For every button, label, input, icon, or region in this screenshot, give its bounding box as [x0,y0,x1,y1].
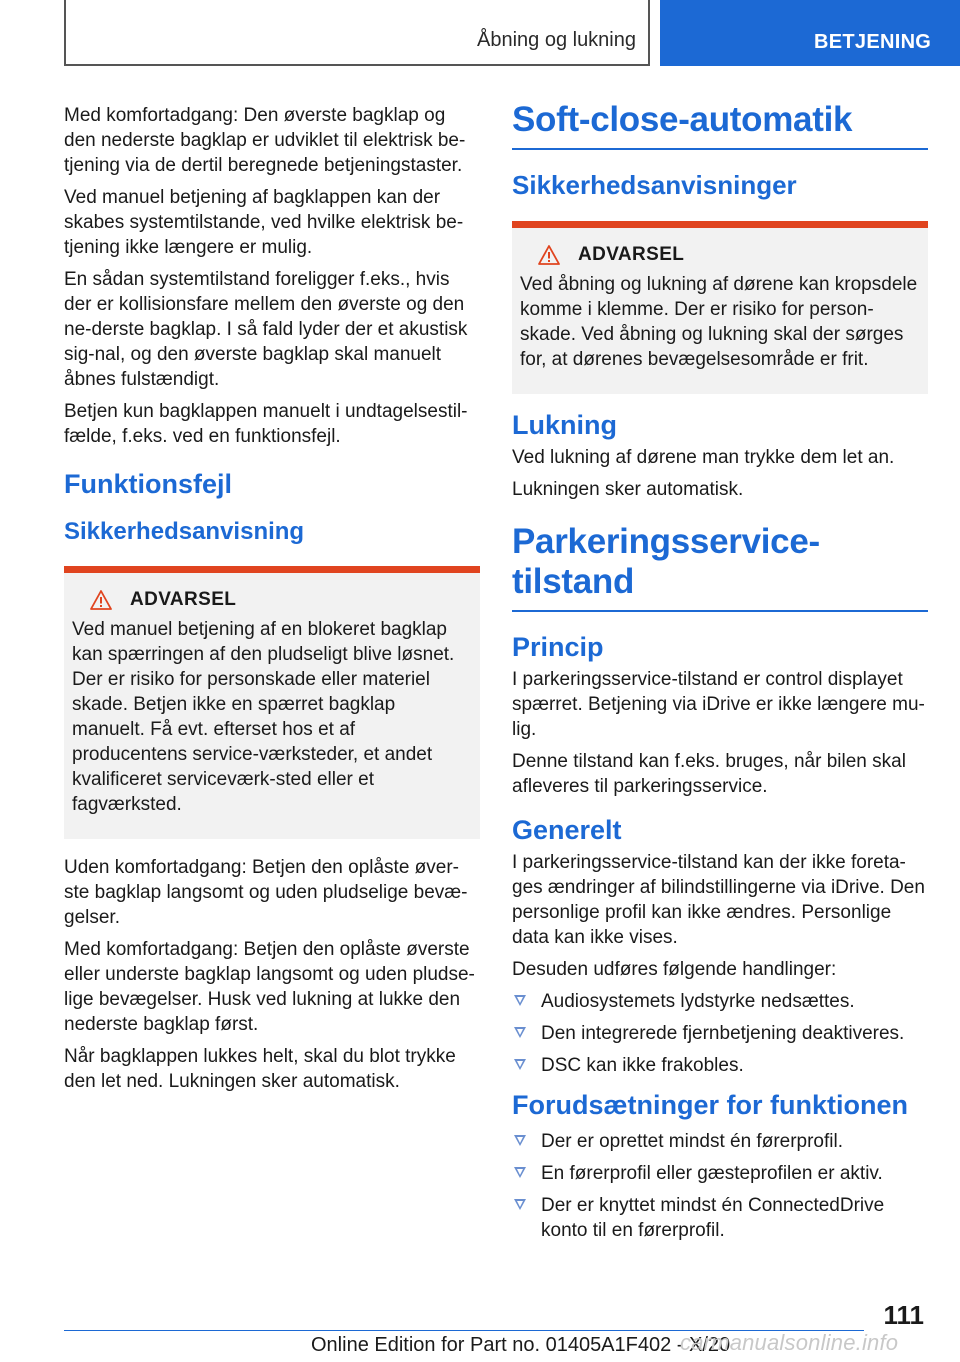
list-item [512,1129,928,1154]
list-item-text: En førerprofil eller gæsteprofilen er aktiv. [541,1163,883,1184]
list-item-text: Audiosystemets lydstyrke nedsættes. [541,991,855,1012]
bullet-list [512,1129,928,1243]
paragraph: Desuden udføres følgende handlinger: [512,959,837,980]
list-item [512,1161,928,1186]
warning-label: ADVARSEL [578,244,685,265]
heading-soft-close: Soft-close-automatik [512,100,928,150]
header-section-box [64,0,650,66]
bullet-triangle-icon [514,1135,526,1146]
heading-sikkerhedsanvisninger: Sikkerhedsanvisninger [512,170,797,200]
paragraph: Med komfortadgang: Betjen den oplåste øverste eller underste bagklap langsomt og uden pludse-lige bevægelser. Husk ved lukning at lukke den nederste bagklap først. [64,939,475,1035]
footer-edition: Online Edition for Part no. 01405A1F402 - X/20 [311,1334,731,1356]
paragraph: Når bagklappen lukkes helt, skal du blot trykke den let ned. Lukningen sker automatisk. [64,1046,456,1092]
list-item [512,989,928,1014]
warning-triangle-icon [90,590,112,610]
heading-lukning: Lukning [512,410,617,440]
chapter-tab [660,0,960,66]
footer-watermark: carmanualsonline.info [680,1330,899,1355]
chapter-tab-label: BETJENING [814,31,932,53]
paragraph: Med komfortadgang: Den øverste bagklap og den nederste bagklap er udviklet til elektrisk be-tjening via de dertil beregnede betjeningstaster. [64,105,466,176]
warning-text: Ved manuel betjening af en blokeret bagklap kan spærringen af den pludseligt blive løsnet. Der er risiko for personskade eller materiel skade. Betjen ikke en spærret bagklap manuelt. Få evt. efterset hos et af producentens service-værksteder, et andet kvalificeret serviceværk-sted eller et fagværksted. [72,619,455,815]
list-item [512,1053,928,1078]
paragraph: Denne tilstand kan f.eks. bruges, når bilen skal afleveres til parkeringsservice. [512,751,906,797]
paragraph: Lukningen sker automatisk. [512,479,744,500]
list-item-text: DSC kan ikke frakobles. [541,1055,744,1076]
warning-triangle-icon [538,245,560,265]
right-column [512,100,928,1251]
bullet-triangle-icon [514,1199,526,1210]
bullet-triangle-icon [514,1059,526,1070]
list-item-text: Der er knyttet mindst én ConnectedDrive konto til en førerprofil. [541,1195,885,1241]
warning-box [64,566,480,839]
warning-header [72,589,472,611]
bullet-triangle-icon [514,1027,526,1038]
paragraph: I parkeringsservice-tilstand kan der ikke foreta-ges ændringer af bilindstillingerne via iDrive. Den personlige profil kan ikke ændres. Personlige data kan ikke vises. [512,852,925,948]
left-column [64,103,480,1101]
warning-header [520,244,920,266]
paragraph: I parkeringsservice-tilstand er control displayet spærret. Betjening via iDrive er ikke længere mu-lig. [512,669,925,740]
section-title: Åbning og lukning [476,29,636,51]
warning-label: ADVARSEL [130,589,237,610]
bullet-list [512,989,928,1078]
heading-funktionsfejl: Funktionsfejl [64,469,232,499]
paragraph: Betjen kun bagklappen manuelt i undtagelsestil-fælde, f.eks. ved en funktionsfejl. [64,401,468,447]
heading-sikkerhedsanvisning: Sikkerhedsanvisning [64,518,305,545]
heading-generelt: Generelt [512,815,622,845]
bullet-triangle-icon [514,995,526,1006]
list-item-text: Den integrerede fjernbetjening deaktiveres. [541,1023,905,1044]
list-item [512,1021,928,1046]
paragraph: Uden komfortadgang: Betjen den oplåste øver-ste bagklap langsomt og uden pludselige bevæ-gelser. [64,857,468,928]
paragraph: En sådan systemtilstand foreligger f.eks., hvis der er kollisionsfare mellem den øverste og den ne-derste bagklap. I så fald lyder der et akustisk sig-nal, og den øverste bagklap skal manuelt åbnes fulstændigt. [64,269,468,390]
paragraph: Ved manuel betjening af bagklappen kan der skabes systemtilstande, ved hvilke elektrisk be-tjening ikke længere er mulig. [64,187,464,258]
heading-forudsaetninger: Forudsætninger for funktionen [512,1090,908,1120]
bullet-triangle-icon [514,1167,526,1178]
heading-parkeringsservice: Parkeringsservice-tilstand [512,522,928,612]
warning-box [512,221,928,394]
list-item [512,1193,928,1243]
heading-princip: Princip [512,632,604,662]
paragraph: Ved lukning af dørene man trykke dem let an. [512,447,895,468]
list-item-text: Der er oprettet mindst én førerprofil. [541,1131,843,1152]
warning-text: Ved åbning og lukning af dørene kan kropsdele komme i klemme. Der er risiko for person-skade. Ved åbning og lukning skal der sørges for, at dørenes bevægelsesområde er frit. [520,274,918,370]
page-number: 111 [883,1300,924,1330]
